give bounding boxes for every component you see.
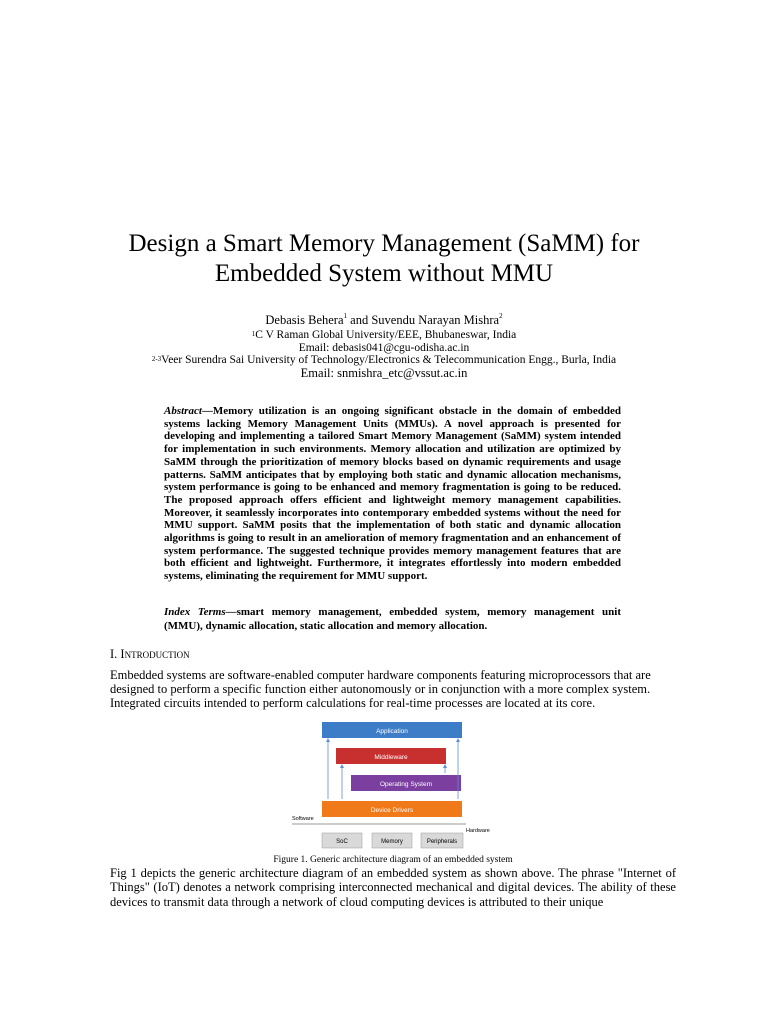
affiliation-1-text: C V Raman Global University/EEE, Bhubaneswar, India (255, 329, 517, 341)
index-terms-label: Index Terms (164, 606, 226, 618)
title-line-1: Design a Smart Memory Management (SaMM) for (128, 230, 640, 257)
author-and: and (347, 313, 372, 327)
hardware-label: Hardware (466, 828, 490, 834)
authors (0, 313, 768, 328)
author-1: Debasis Behera (265, 313, 344, 327)
device-drivers-label: Device Drivers (370, 807, 414, 814)
peripherals-label: Peripherals (426, 839, 458, 845)
abstract-dash: — (201, 405, 213, 417)
os-label: Operating System (379, 781, 433, 788)
email-2: Email: snmishra_etc@vssut.ac.in (300, 366, 468, 380)
architecture-figure (288, 716, 502, 852)
middleware-label: Middleware (374, 754, 408, 761)
software-label: Software (292, 816, 314, 822)
index-terms-dash: — (225, 606, 237, 618)
section-heading (110, 647, 190, 662)
index-terms (164, 606, 621, 633)
memory-label: Memory (381, 839, 403, 845)
author-2-sup: 2 (499, 312, 503, 320)
author-2: Suvendu Narayan Mishra (371, 313, 500, 327)
abstract-label: Abstract (164, 405, 202, 417)
index-terms-text: smart memory management, embedded system, memory management unit (MMU), dynamic allocation, static allocation and memory allocation. (164, 606, 622, 632)
affiliation-2-text: Veer Surendra Sai University of Technology/Electronics & Telecommunication Engg., Burla, India (161, 354, 617, 366)
abstract-text: Memory utilization is an ongoing significant obstacle in the domain of embedded systems lacking Memory Management Units (MMUs). A novel approach is presented for developing and implementing a tailored Smart Memory Management (SaMM) system intended for implementation in such environments. Memory allocation and utilization are optimized by SaMM through the prioritization of memory blocks based on dynamic requirements and usage patterns. SaMM anticipates that by employing both static and dynamic allocation mechanisms, system performance is going to be enhanced and memory fragmentation is going to be reduced. The proposed approach offers efficient and lightweight memory management capabilities. Moreover, it seamlessly incorporates into contemporary embedded systems without the need for MMU support. SaMM posits that the implementation of both static and dynamic allocation algorithms is going to result in an amelioration of memory fragmentation and an enhancement of system performance. The suggested technique provides memory management features that are both efficient and lightweight. Furthermore, it integrates effortlessly into modern embedded systems, eliminating the requirement for MMU support. (164, 405, 621, 583)
application-label: Application (376, 728, 408, 735)
intro-paragraph-2: Fig 1 depicts the generic architecture diagram of an embedded system as shown above. The phrase "Internet of Things" (IoT) denotes a network comprising interconnected mechanical and digital devices. The ability of these devices to transmit data through a network of cloud computing devices is attributed to their unique (110, 866, 676, 909)
paper-title (60, 229, 708, 289)
section-title: Introduction (120, 647, 190, 661)
section-number: I. (110, 647, 121, 661)
email-1: Email: debasis041@cgu-odisha.ac.in (298, 342, 470, 354)
intro-paragraph-1: Embedded systems are software-enabled computer hardware components featuring microprocessors that are designed to perform a specific function either autonomously or in conjunction with a more complex system. Integrated circuits intended to perform calculations for real-time processes are located at its core. (110, 668, 651, 710)
affiliation-1-sup: 1 (251, 330, 256, 338)
soc-label: SoC (336, 839, 348, 845)
affiliation-2-sup: 2-3 (151, 355, 162, 363)
figure-caption: Figure 1. Generic architecture diagram of an embedded system (273, 855, 513, 865)
affiliation-1 (0, 329, 768, 342)
title-line-2: Embedded System without MMU (214, 260, 554, 287)
author-1-sup: 1 (343, 312, 348, 320)
abstract (164, 405, 621, 583)
